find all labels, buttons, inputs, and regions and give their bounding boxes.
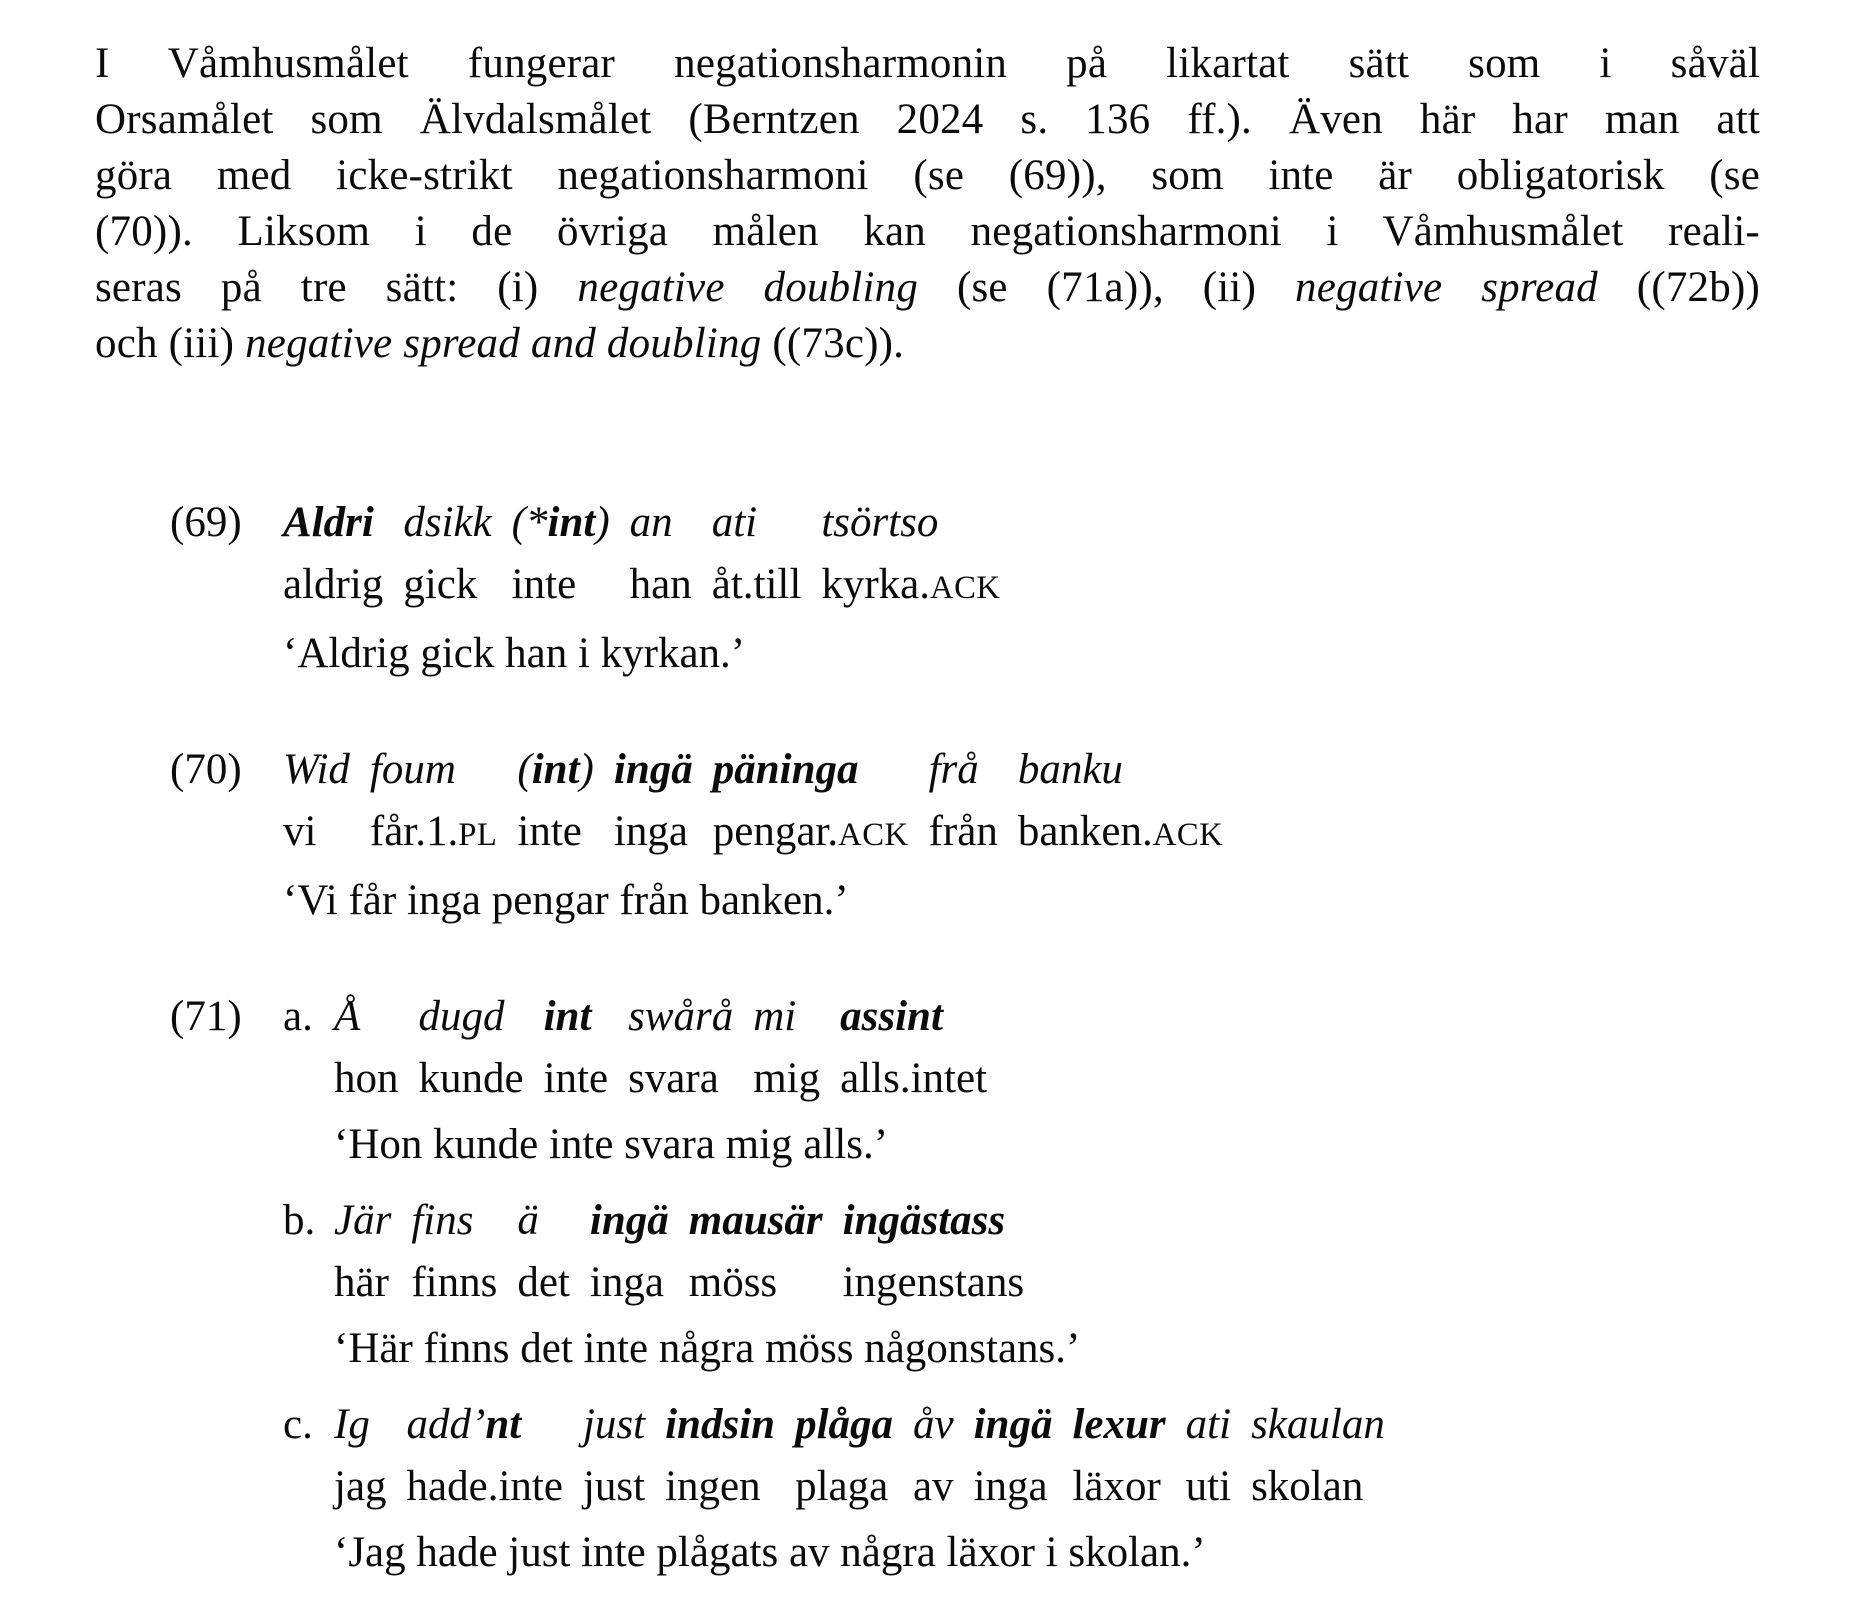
dialect-word xyxy=(913,1394,954,1456)
dialect-bold-segment: int xyxy=(543,993,592,1040)
gloss-word: från xyxy=(928,808,998,855)
gloss-word: hon xyxy=(334,1055,399,1102)
gloss-word-column xyxy=(712,492,802,619)
dialect-segment: just xyxy=(582,1401,646,1448)
dialect-bold-segment: lexur xyxy=(1072,1401,1166,1448)
dialect-segment: an xyxy=(629,499,673,546)
gloss-word-column xyxy=(689,1190,823,1314)
gloss-word: finns xyxy=(411,1259,498,1306)
gloss-word: inte xyxy=(511,561,577,608)
examples-section xyxy=(95,492,1760,1584)
dialect-word xyxy=(713,739,909,801)
translation-line: ‘Aldrig gick han i kyrkan.’ xyxy=(283,630,746,677)
dialect-segment: (* xyxy=(511,499,548,546)
gloss-word-column xyxy=(419,986,524,1110)
dialect-word xyxy=(630,492,692,554)
gloss-word: hade.inte xyxy=(406,1463,563,1510)
example-items xyxy=(283,492,1760,685)
example xyxy=(170,492,1760,685)
dialect-word xyxy=(712,492,802,554)
dialect-word xyxy=(753,986,820,1048)
gloss-word: banken.ACK xyxy=(1017,808,1224,855)
gloss-word: uti xyxy=(1185,1463,1232,1510)
dialect-segment: add’ xyxy=(406,1401,486,1448)
dialect-segment: Å xyxy=(334,993,361,1040)
smallcaps-tag: ACK xyxy=(929,570,1001,606)
gloss-word: just xyxy=(582,1463,646,1510)
example-body xyxy=(334,1394,1385,1584)
gloss-word-column xyxy=(843,1190,1025,1314)
dialect-bold-segment: plåga xyxy=(795,1401,894,1448)
gloss-word-column xyxy=(753,986,820,1110)
dialect-word xyxy=(283,739,350,801)
gloss-word: mig xyxy=(753,1055,821,1102)
dialect-word xyxy=(665,1394,775,1456)
gloss-word-column xyxy=(370,739,498,866)
dialect-segment: ati xyxy=(711,499,758,546)
dialect-bold-segment: ingästass xyxy=(842,1197,1006,1244)
gloss-word: inga xyxy=(589,1259,664,1306)
italic-term: negative spread xyxy=(1295,264,1598,311)
example-number: (70) xyxy=(170,746,242,793)
dialect-segment: fins xyxy=(411,1197,474,1244)
gloss-word-column xyxy=(407,1394,563,1518)
dialect-word xyxy=(614,739,693,801)
dialect-bold-segment: indsin xyxy=(665,1401,776,1448)
italic-term: negative doubling xyxy=(577,264,919,311)
dialect-word xyxy=(512,492,610,554)
paragraph-line xyxy=(95,148,1760,204)
example-body xyxy=(283,739,1223,932)
dialect-segment: ati xyxy=(1185,1401,1232,1448)
dialect-segment: dugd xyxy=(418,993,505,1040)
dialect-segment: mi xyxy=(753,993,797,1040)
dialect-word xyxy=(334,986,399,1048)
dialect-segment: foum xyxy=(369,746,456,793)
gloss-word: möss xyxy=(688,1259,778,1306)
dialect-segment: Jär xyxy=(334,1197,392,1244)
example-number: (71) xyxy=(170,993,242,1040)
dialect-word xyxy=(283,492,383,554)
dialect-word xyxy=(689,1190,823,1252)
dialect-segment: ä xyxy=(517,1197,539,1244)
dialect-word xyxy=(628,986,733,1048)
dialect-bold-segment: nt xyxy=(485,1401,522,1448)
gloss-word: pengar.ACK xyxy=(712,808,909,855)
dialect-bold-segment: int xyxy=(547,499,596,546)
example-item xyxy=(283,1394,1760,1584)
gloss-word-column xyxy=(517,1190,570,1314)
dialect-word xyxy=(419,986,524,1048)
dialect-bold-segment: ingä xyxy=(973,1401,1053,1448)
dialect-word xyxy=(411,1190,497,1252)
dialect-word xyxy=(370,739,498,801)
gloss-word-column xyxy=(628,986,733,1110)
gloss-word: han xyxy=(629,561,692,608)
gloss-word: gick xyxy=(403,561,478,608)
translation-line: ‘Här finns det inte några möss någonstans.’ xyxy=(334,1325,1081,1372)
gloss-word-column xyxy=(283,492,383,619)
dialect-word xyxy=(1251,1394,1385,1456)
gloss-word-column xyxy=(821,492,1000,619)
dialect-word xyxy=(1072,1394,1165,1456)
body-text: (se (71a)), (ii) xyxy=(918,264,1296,311)
gloss-word: inga xyxy=(613,808,688,855)
paragraph-line xyxy=(95,316,1760,372)
gloss-word-column xyxy=(1018,739,1223,866)
dialect-word xyxy=(843,1190,1025,1252)
dialect-segment: frå xyxy=(928,746,979,793)
gloss-word: kunde xyxy=(418,1055,524,1102)
example-item xyxy=(283,1190,1760,1380)
gloss-word-column xyxy=(795,1394,893,1518)
gloss-word-column xyxy=(283,739,350,866)
dialect-word xyxy=(1186,1394,1231,1456)
dialect-word xyxy=(544,986,608,1048)
gloss-word: ingenstans xyxy=(842,1259,1025,1306)
dialect-bold-segment: päninga xyxy=(712,746,859,793)
example-body xyxy=(283,492,1000,685)
gloss-word-column xyxy=(403,492,491,619)
dialect-bold-segment: Aldri xyxy=(283,499,374,546)
gloss-word: här xyxy=(334,1259,389,1306)
interlinear-gloss xyxy=(334,986,987,1110)
gloss-word: jag xyxy=(334,1463,387,1510)
body-text: Orsamålet som Älvdalsmålet (Berntzen 2024 s. 136 ff.). Även här har man att xyxy=(95,96,1760,143)
interlinear-gloss xyxy=(334,1190,1080,1314)
example-items xyxy=(283,986,1760,1584)
dialect-bold-segment: assint xyxy=(840,993,943,1040)
paragraph-line xyxy=(95,260,1760,316)
example-item xyxy=(283,492,1760,685)
gloss-word-column xyxy=(630,492,692,619)
dialect-word xyxy=(334,1394,387,1456)
gloss-word-column xyxy=(512,492,610,619)
gloss-word: svara xyxy=(628,1055,719,1102)
gloss-word-column xyxy=(974,1394,1053,1518)
dialect-bold-segment: ingä xyxy=(589,1197,669,1244)
paragraph-line xyxy=(95,204,1760,260)
gloss-word: av xyxy=(913,1463,954,1510)
dialect-segment: ( xyxy=(517,746,532,793)
dialect-segment: Ig xyxy=(334,1401,370,1448)
gloss-word: skolan xyxy=(1251,1463,1364,1510)
gloss-word-column xyxy=(840,986,987,1110)
gloss-word: åt.till xyxy=(711,561,802,608)
dialect-word xyxy=(795,1394,893,1456)
gloss-word-column xyxy=(544,986,608,1110)
gloss-word: vi xyxy=(283,808,317,855)
dialect-bold-segment: int xyxy=(531,746,580,793)
example-sub-label: a. xyxy=(283,993,313,1040)
example-item xyxy=(283,739,1760,932)
dialect-word xyxy=(974,1394,1053,1456)
smallcaps-tag: ACK xyxy=(838,817,909,853)
gloss-word-column xyxy=(1186,1394,1231,1518)
dialect-segment: ) xyxy=(579,746,594,793)
example-item xyxy=(283,986,1760,1176)
gloss-word: får.1.PL xyxy=(369,808,498,855)
gloss-word-column xyxy=(517,739,593,866)
gloss-word-column xyxy=(334,1190,391,1314)
gloss-word: plaga xyxy=(795,1463,889,1510)
dialect-bold-segment: ingä xyxy=(613,746,693,793)
paragraph-line xyxy=(95,92,1760,148)
gloss-word: läxor xyxy=(1072,1463,1161,1510)
gloss-word: alls.intet xyxy=(840,1055,988,1102)
example-sub-label: c. xyxy=(283,1401,313,1448)
body-text: seras på tre sätt: (i) xyxy=(95,264,578,311)
interlinear-gloss xyxy=(283,492,1000,619)
dialect-segment: ) xyxy=(595,499,610,546)
gloss-word: inte xyxy=(543,1055,609,1102)
gloss-word-column xyxy=(590,1190,669,1314)
gloss-word-column xyxy=(1072,1394,1165,1518)
example xyxy=(170,739,1760,932)
gloss-word: det xyxy=(517,1259,570,1306)
dialect-word xyxy=(821,492,1000,554)
gloss-word: ingen xyxy=(665,1463,761,1510)
dialect-word xyxy=(517,739,593,801)
dialect-segment: åv xyxy=(913,1401,954,1448)
dialect-segment: swårå xyxy=(628,993,734,1040)
example-body xyxy=(334,1190,1080,1380)
gloss-word-column xyxy=(334,986,399,1110)
body-text: och (iii) xyxy=(95,320,246,367)
dialect-word xyxy=(840,986,987,1048)
interlinear-gloss xyxy=(334,1394,1385,1518)
gloss-word-column xyxy=(411,1190,497,1314)
dialect-word xyxy=(517,1190,570,1252)
gloss-word: kyrka.ACK xyxy=(821,561,1001,608)
dialect-word xyxy=(929,739,998,801)
body-text: I Våmhusmålet fungerar negationsharmonin på likartat sätt som i såväl xyxy=(95,40,1760,87)
gloss-word-column xyxy=(713,739,909,866)
gloss-word-column xyxy=(913,1394,954,1518)
dialect-word xyxy=(334,1190,391,1252)
gloss-word-column xyxy=(929,739,998,866)
gloss-word-column xyxy=(334,1394,387,1518)
dialect-segment: dsikk xyxy=(403,499,492,546)
example-body xyxy=(334,986,987,1176)
smallcaps-tag: PL xyxy=(458,817,498,853)
dialect-bold-segment: mausär xyxy=(688,1197,823,1244)
translation-line: ‘Jag hade just inte plågats av några läxor i skolan.’ xyxy=(334,1529,1206,1576)
body-text: (70)). Liksom i de övriga målen kan negationsharmoni i Våmhusmålet reali- xyxy=(95,208,1760,255)
paragraph-line xyxy=(95,36,1760,92)
body-text: göra med icke-strikt negationsharmoni (se (69)), som inte är obligatorisk (se xyxy=(95,152,1760,199)
translation-line: ‘Hon kunde inte svara mig alls.’ xyxy=(334,1121,889,1168)
dialect-word xyxy=(583,1394,645,1456)
gloss-word-column xyxy=(583,1394,645,1518)
gloss-word: inte xyxy=(517,808,582,855)
example-sub-label: b. xyxy=(283,1197,316,1244)
translation-line: ‘Vi får inga pengar från banken.’ xyxy=(283,877,849,924)
example-items xyxy=(283,739,1760,932)
dialect-segment: tsörtso xyxy=(821,499,939,546)
dialect-segment: banku xyxy=(1017,746,1123,793)
italic-term: negative spread and doubling xyxy=(245,320,762,367)
dialect-word xyxy=(590,1190,669,1252)
dialect-word xyxy=(403,492,491,554)
example xyxy=(170,986,1760,1584)
dialect-word xyxy=(407,1394,563,1456)
gloss-word-column xyxy=(665,1394,775,1518)
dialect-segment: skaulan xyxy=(1251,1401,1385,1448)
body-text: ((72b)) xyxy=(1597,264,1760,311)
gloss-word-column xyxy=(1251,1394,1385,1518)
example-number: (69) xyxy=(170,499,242,546)
dialect-segment: Wid xyxy=(283,746,350,793)
paragraph xyxy=(95,36,1760,372)
smallcaps-tag: ACK xyxy=(1152,817,1224,853)
gloss-word-column xyxy=(614,739,693,866)
gloss-word: inga xyxy=(973,1463,1048,1510)
dialect-word xyxy=(1018,739,1223,801)
gloss-word: aldrig xyxy=(283,561,384,608)
interlinear-gloss xyxy=(283,739,1223,866)
body-text: ((73c)). xyxy=(761,320,905,367)
